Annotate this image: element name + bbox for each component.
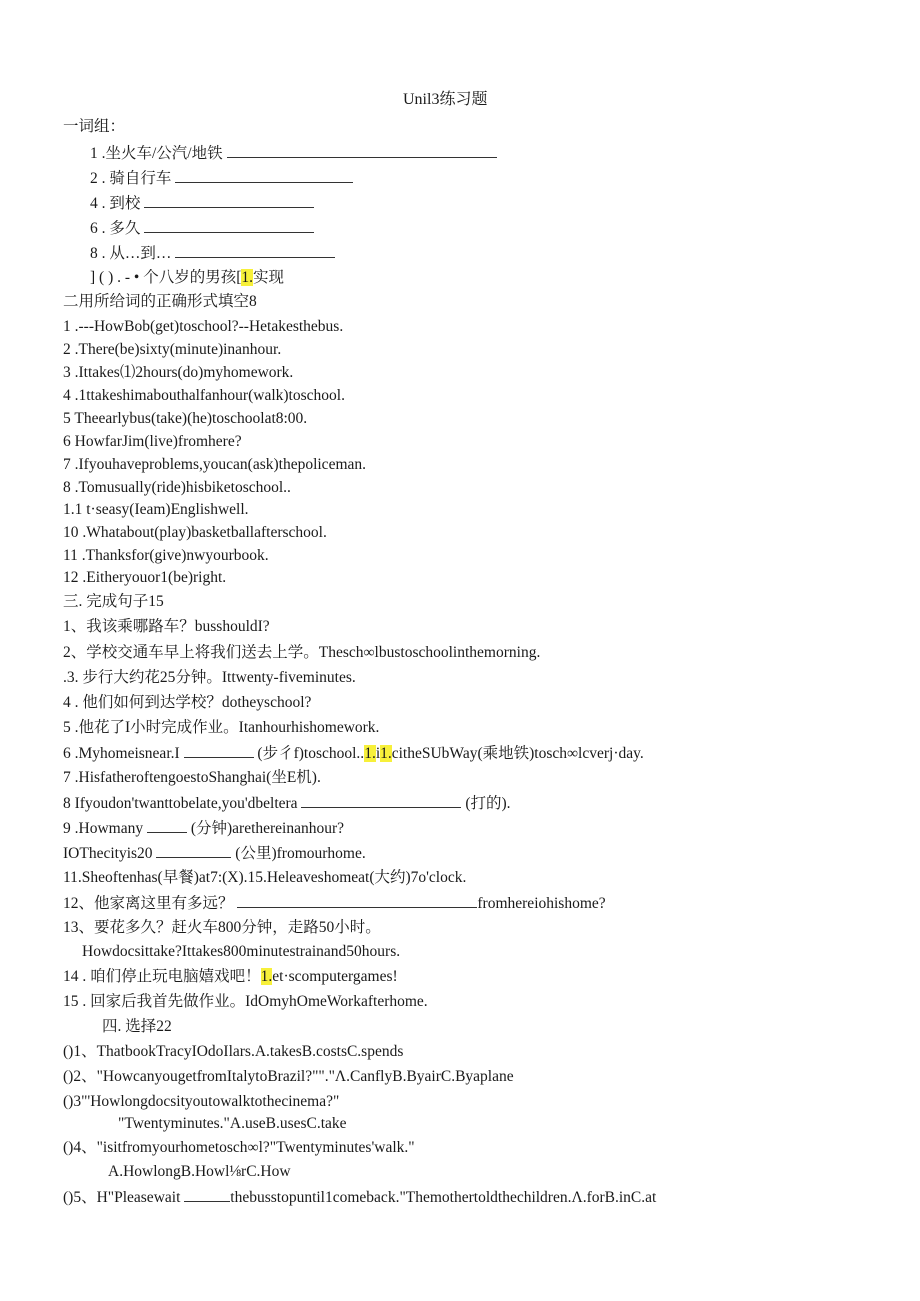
complete-item: .3. 步行大约花25分钟。Ittwenty-fiveminutes. <box>63 669 356 686</box>
highlight-mark: 1. <box>260 968 273 985</box>
complete-item: 11.Sheoftenhas(早餐)at7:(X).15.Heleaveshomeat(大约)7o'clock. <box>63 869 467 886</box>
complete-item: 2、学校交通车早上将我们送去上学。Thesch∞lbustoschoolinthemorning. <box>63 644 541 661</box>
fill-item: 6 HowfarJim(live)fromhere? <box>63 433 242 450</box>
fill-item: 4 .1ttakeshimabouthalfanhour(walk)toschool. <box>63 387 345 404</box>
sentence-text: (打的). <box>465 795 511 812</box>
sentence-text: IOThecityis20 <box>63 845 153 862</box>
choice-item: ()2、"HowcanyougetfromItalytoBrazil?""."Λ.CanflyB.ByairC.Byaplane <box>63 1068 514 1085</box>
complete-item: 5 .他花了I小时完成作业。Itanhourhishomework. <box>63 719 380 736</box>
section-heading-choice: 四. 选择22 <box>102 1018 172 1035</box>
fill-item: 3 .Ittakes⑴2hours(do)myhomework. <box>63 364 294 381</box>
sentence-text: 12、他家离这里有多远？ <box>63 895 234 912</box>
choice-item: ()4、"isitfromyourhometosch∞l?"Twentyminutes'walk." <box>63 1139 415 1156</box>
complete-item <box>63 743 644 764</box>
sentence-text: fromhereiohishome? <box>477 895 606 912</box>
answer-blank[interactable] <box>237 893 477 908</box>
fill-item: 7 .Ifyouhaveproblems,youcan(ask)thepoliceman. <box>63 456 367 473</box>
answer-blank[interactable] <box>156 843 231 858</box>
fill-item: 1.1 t·seasy(Ieam)Englishwell. <box>63 501 249 518</box>
fill-item: 1 .---HowBob(get)toschool?--Hetakesthebus. <box>63 318 344 335</box>
choice-item: A.HowlongB.Howl⅛rC.How <box>108 1163 291 1180</box>
sentence-text: (步彳f)toschool.. <box>257 745 365 762</box>
sentence-text: 8 Ifyoudon'twanttobelate,you'dbeltera <box>63 795 298 812</box>
fill-item: 12 .Eitheryouor1(be)right. <box>63 569 227 586</box>
sentence-text: i <box>375 745 381 762</box>
phrase-text: 1 .坐火车/公汽/地铁 <box>90 145 223 162</box>
answer-blank[interactable] <box>147 818 187 833</box>
sentence-text: 14 . 咱们停止玩电脑嬉戏吧！ <box>63 968 261 985</box>
complete-item: 4 . 他们如何到达学校？dotheyschool? <box>63 694 312 711</box>
sentence-text: 9 .Howmany <box>63 820 144 837</box>
answer-blank[interactable] <box>144 193 314 208</box>
phrase-text: 6 . 多久 <box>90 220 141 237</box>
page-title: Unil3练习题 <box>403 91 488 108</box>
choice-item: ()3"'Howlongdocsityoutowalktothecinema?" <box>63 1093 340 1110</box>
section-heading-phrases: 一词组： <box>63 118 126 135</box>
section-heading-complete: 三. 完成句子15 <box>63 593 164 610</box>
phrase-item <box>90 193 314 214</box>
answer-blank[interactable] <box>144 218 314 233</box>
answer-blank[interactable] <box>227 143 497 158</box>
answer-blank[interactable] <box>184 743 254 758</box>
fill-item: 11 .Thanksfor(give)nwyourbook. <box>63 547 269 564</box>
answer-blank[interactable] <box>184 1187 230 1202</box>
complete-item <box>63 967 398 987</box>
fill-item: 8 .Tomusually(ride)hisbiketoschool.. <box>63 479 291 496</box>
sentence-text: (公里)fromourhome. <box>235 845 366 862</box>
fill-item: 2 .There(be)sixty(minute)inanhour. <box>63 341 282 358</box>
choice-item: "Twentyminutes."A.useB.usesC.take <box>118 1115 347 1132</box>
choice-item: ()1、ThatbookTracyIOdoIlars.A.takesB.costsC.spends <box>63 1043 404 1060</box>
sentence-text: 6 .Myhomeisnear.I <box>63 745 180 762</box>
phrase-text: ] ( ) . - • 个八岁的男孩[ <box>90 269 242 286</box>
phrase-item <box>90 218 314 239</box>
complete-item: Howdocsittake?Ittakes800minutestrainand50hours. <box>82 943 401 960</box>
highlight-mark: 1. <box>241 269 253 286</box>
fill-item: 10 .Whatabout(play)basketballafterschool. <box>63 524 327 541</box>
phrase-text: 4 . 到校 <box>90 195 141 212</box>
fill-item: 5 Theearlybus(take)(he)toschoolat8:00. <box>63 410 308 427</box>
sentence-text: (分钟)arethereinanhour? <box>190 820 345 837</box>
complete-item: 15 . 回家后我首先做作业。IdOmyhOmeWorkafterhome. <box>63 993 428 1010</box>
sentence-text: citheSUbWay(乘地铁)tosch∞lcverj·day. <box>391 745 644 762</box>
complete-item <box>63 793 511 814</box>
choice-item <box>63 1187 656 1208</box>
phrase-item <box>90 168 353 189</box>
complete-item <box>63 818 344 839</box>
sentence-text: ()5、H"Pleasewait <box>63 1189 181 1206</box>
highlight-mark: 1. <box>380 745 392 762</box>
highlight-mark: 1. <box>364 745 376 762</box>
phrase-item <box>90 243 335 264</box>
phrase-text: 8 . 从…到… <box>90 245 172 262</box>
answer-blank[interactable] <box>175 243 335 258</box>
complete-item: 13、要花多久？赶火车800分钟，走路50小时。 <box>63 919 381 936</box>
complete-item: 1、我该乘哪路车？busshouldI? <box>63 618 270 635</box>
answer-blank[interactable] <box>175 168 353 183</box>
phrase-text: 2 . 骑自行车 <box>90 170 172 187</box>
complete-item <box>63 893 606 914</box>
phrase-item <box>90 268 284 288</box>
complete-item <box>63 843 366 864</box>
complete-item: 7 .HisfatheroftengoestoShanghai(坐E机). <box>63 769 321 786</box>
answer-blank[interactable] <box>301 793 461 808</box>
phrase-item <box>90 143 497 164</box>
sentence-text: et·scomputergames! <box>272 968 398 985</box>
sentence-text: thebusstopuntil1comeback."Themothertoldthechildren.Λ.forB.inC.at <box>230 1189 657 1206</box>
section-heading-fill: 二用所给词的正确形式填空8 <box>63 293 257 310</box>
phrase-text: 实现 <box>253 269 285 286</box>
